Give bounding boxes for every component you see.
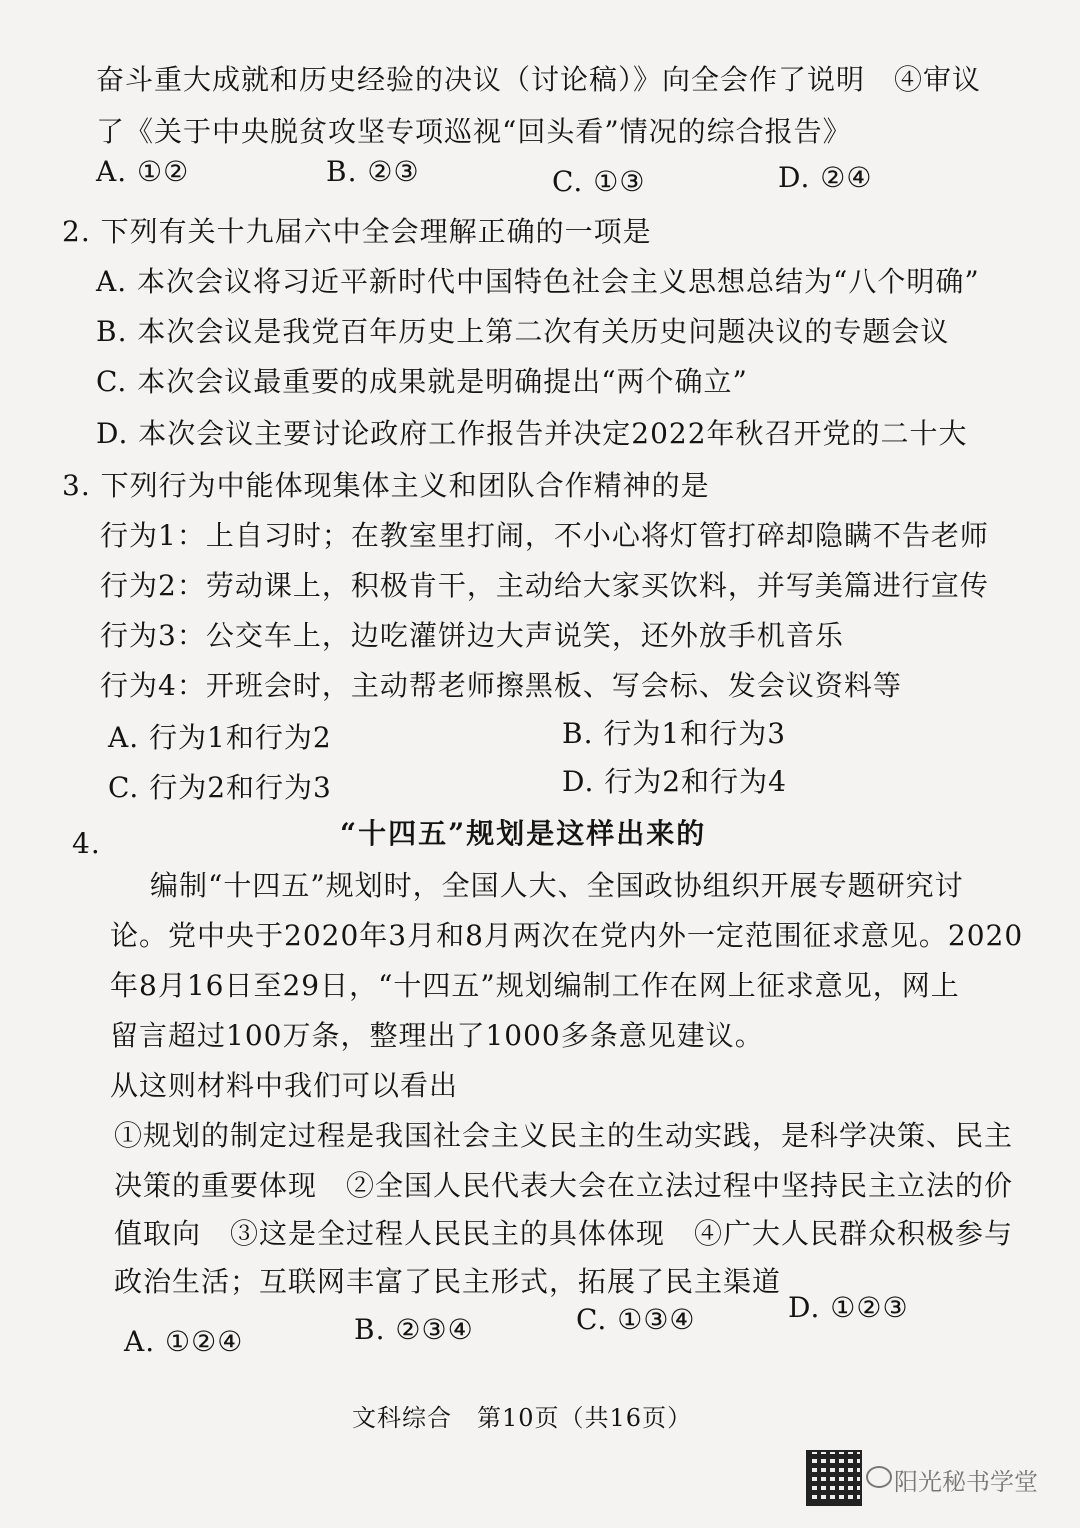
q3-option-b: B. 行为1和行为3 xyxy=(562,717,787,750)
q3-behavior-4: 行为4：开班会时，主动帮老师擦黑板、写会标、发会议资料等 xyxy=(100,669,902,702)
q1-option-c: C. ①③ xyxy=(552,165,646,198)
q4-option-b: B. ②③④ xyxy=(354,1313,474,1346)
q1-continuation-line-2: 了《关于中央脱贫攻坚专项巡视“回头看”情况的综合报告》 xyxy=(96,115,852,148)
q4-material-line-2: 论。党中央于2020年3月和8月两次在党内外一定范围征求意见。2020 xyxy=(110,919,1024,952)
q2-stem: 2. 下列有关十九届六中全会理解正确的一项是 xyxy=(62,215,652,248)
q3-option-c: C. 行为2和行为3 xyxy=(108,771,332,804)
q4-option-d: D. ①②③ xyxy=(788,1291,909,1324)
q4-material-line-4: 留言超过100万条，整理出了1000多条意见建议。 xyxy=(110,1019,764,1052)
q4-prompt: 从这则材料中我们可以看出 xyxy=(110,1069,459,1102)
q2-option-a: A. 本次会议将习近平新时代中国特色社会主义思想总结为“八个明确” xyxy=(96,265,980,298)
page-footer: 文科综合 第10页（共16页） xyxy=(352,1404,693,1432)
q1-continuation-line-1: 奋斗重大成就和历史经验的决议（讨论稿）》向全会作了说明 ④审议 xyxy=(96,63,982,96)
q4-material-line-3: 年8月16日至29日，“十四五”规划编制工作在网上征求意见，网上 xyxy=(110,969,960,1002)
q4-statement-line-2: 决策的重要体现 ②全国人民代表大会在立法过程中坚持民主立法的价 xyxy=(114,1169,1014,1202)
q3-option-d: D. 行为2和行为4 xyxy=(562,765,787,798)
q4-option-c: C. ①③④ xyxy=(576,1303,696,1336)
q4-statement-line-1: ①规划的制定过程是我国社会主义民主的生动实践，是科学决策、民主 xyxy=(114,1119,1014,1152)
q3-behavior-1: 行为1：上自习时；在教室里打闹，不小心将灯管打碎却隐瞒不告老师 xyxy=(100,519,989,552)
q3-behavior-2: 行为2：劳动课上，积极肯干，主动给大家买饮料，并写美篇进行宣传 xyxy=(100,569,989,602)
wechat-icon xyxy=(866,1466,892,1488)
q4-material-title: “十四五”规划是这样出来的 xyxy=(340,817,707,850)
q2-option-b: B. 本次会议是我党百年历史上第二次有关历史问题决议的专题会议 xyxy=(96,315,950,348)
q4-option-a: A. ①②④ xyxy=(124,1325,244,1358)
qr-code xyxy=(808,1452,860,1504)
q4-statement-line-3: 值取向 ③这是全过程人民民主的具体体现 ④广大人民群众积极参与 xyxy=(114,1217,1014,1250)
q4-statement-line-4: 政治生活；互联网丰富了民主形式，拓展了民主渠道 xyxy=(114,1265,782,1298)
q3-option-a: A. 行为1和行为2 xyxy=(108,721,332,754)
q1-option-a: A. ①② xyxy=(96,155,190,188)
q4-material-line-1: 编制“十四五”规划时，全国人大、全国政协组织开展专题研究讨 xyxy=(150,869,964,902)
q3-stem: 3. 下列行为中能体现集体主义和团队合作精神的是 xyxy=(62,469,710,502)
q1-option-b: B. ②③ xyxy=(326,155,420,188)
q2-option-d: D. 本次会议主要讨论政府工作报告并决定2022年秋召开党的二十大 xyxy=(96,417,968,450)
watermark-text: 阳光秘书学堂 xyxy=(894,1468,1038,1496)
q2-option-c: C. 本次会议最重要的成果就是明确提出“两个确立” xyxy=(96,365,748,398)
q1-option-d: D. ②④ xyxy=(778,161,873,194)
q4-number: 4. xyxy=(72,827,101,860)
q3-behavior-3: 行为3：公交车上，边吃灌饼边大声说笑，还外放手机音乐 xyxy=(100,619,844,652)
